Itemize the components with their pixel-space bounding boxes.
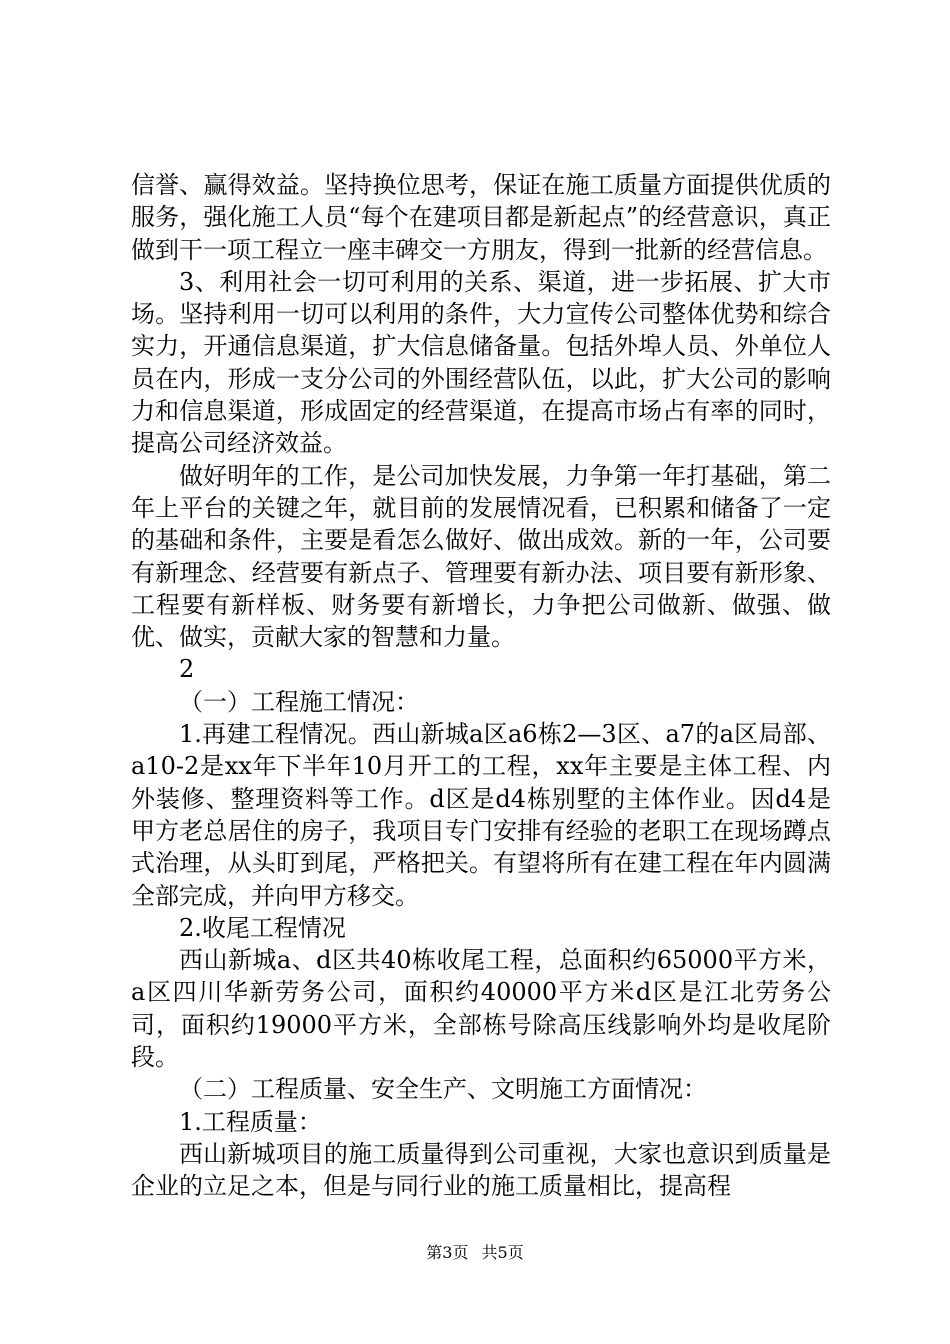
page-number: 第3页 xyxy=(426,1243,469,1262)
section-number: 2 xyxy=(179,655,195,684)
paragraph-ongoing-projects: 1.再建工程情况。西山新城a区a6栋2—3区、a7的a区局部、a10-2是xx年下半年10月开工的工程，xx年主要是主体工程、内外装修、整理资料等工作。d区是d4栋别墅的主体作业。因d4是甲方老总居住的房子，我项目专门安排有经验的老职工在现场蹲点式治理，从头盯到尾，严格把关。有望将所有在建工程在年内圆满全部完成，并向甲方移交。 xyxy=(131,720,831,910)
document-body xyxy=(131,169,831,1203)
section-heading-quality-safety: （二）工程质量、安全生产、文明施工方面情况： xyxy=(179,1075,707,1104)
paragraph-next-year: 做好明年的工作，是公司加快发展，力争第一年打基础，第二年上平台的关键之年，就目前的发展情况看，已积累和储备了一定的基础和条件，主要是看怎么做好、做出成效。新的一年，公司要有新理念、经营要有新点子、管理要有新办法、项目要有新形象、工程要有新样板、财务要有新增长，力争把公司做新、做强、做优、做实，贡献大家的智慧和力量。 xyxy=(131,461,831,652)
paragraph-item-3: 3、利用社会一切可利用的关系、渠道，进一步拓展、扩大市场。坚持利用一切可以利用的条件，大力宣传公司整体优势和综合实力，开通信息渠道，扩大信息储备量。包括外埠人员、外单位人员在内，形成一支分公司的外围经营队伍，以此，扩大公司的影响力和信息渠道，形成固定的经营渠道，在提高市场占有率的同时，提高公司经济效益。 xyxy=(131,267,831,458)
paragraph-quality: 西山新城项目的施工质量得到公司重视，大家也意识到质量是企业的立足之本，但是与同行业的施工质量相比，提高程 xyxy=(131,1139,831,1201)
section-heading-construction: （一）工程施工情况： xyxy=(179,687,419,716)
paragraph-continued: 信誉、赢得效益。坚持换位思考，保证在施工质量方面提供优质的服务，强化施工人员“每个在建项目都是新起点”的经营意识，真正做到干一项工程立一座丰碑交一方朋友，得到一批新的经营信息。 xyxy=(131,171,831,264)
subheading-finishing-projects: 2.收尾工程情况 xyxy=(179,913,346,942)
subheading-quality: 1.工程质量： xyxy=(179,1107,322,1136)
page-total: 共5页 xyxy=(481,1243,524,1262)
page-footer xyxy=(0,1243,950,1263)
paragraph-finishing-projects: 西山新城a、d区共40栋收尾工程，总面积约65000平方米，a区四川华新劳务公司，面积约40000平方米d区是江北劳务公司，面积约19000平方米，全部栋号除高压线影响外均是收尾阶段。 xyxy=(131,946,831,1072)
